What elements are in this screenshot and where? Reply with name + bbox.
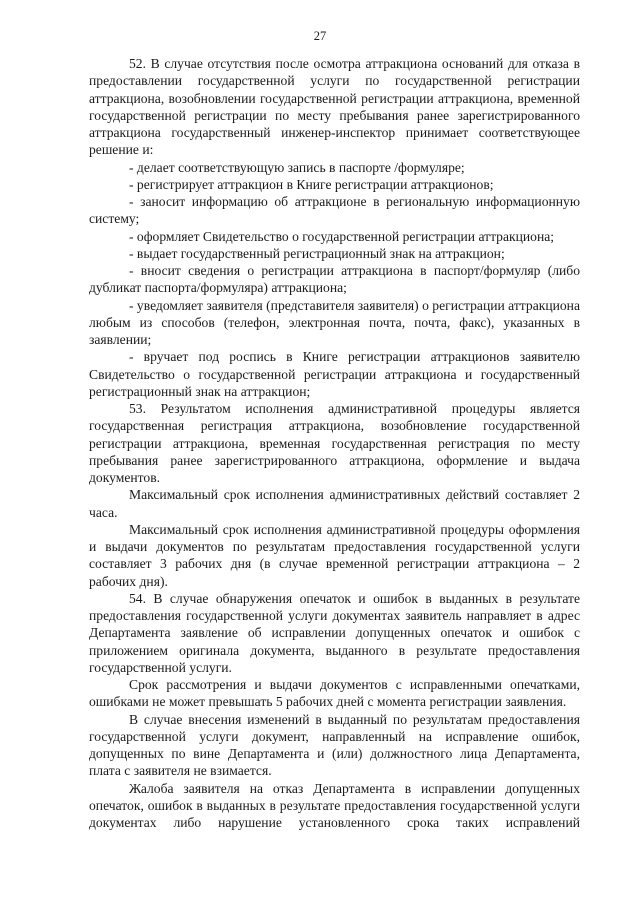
paragraph-no-fee: В случае внесения изменений в выданный по результатам предоставления государственной услуги документ, направленный на исправление ошибок, допущенных по вине Департамента и (или) должностного лица Департамента, плата с заявителя не взимается. [89,711,580,779]
document-body [89,55,580,831]
list-item-passport-record: - делает соответствующую запись в паспорте /формуляре; [129,159,465,175]
paragraph-53: 53. Результатом исполнения административной процедуры является государственная регистрация аттракциона, возобновление государственной регистрации аттракциона, временная государственная регистрация по месту пребывания ранее зарегистрированного аттракциона, оформление и выдача документов. [89,401,580,485]
list-item-reg-sign: - выдает государственный регистрационный знак на аттракцион; [129,245,505,261]
paragraph-max-time-procedure: Максимальный срок исполнения административной процедуры оформления и выдачи документов по результатам предоставления государственной услуги составляет 3 рабочих дня (в случае временной регистрации аттракциона – 2 рабочих дня). [89,521,580,589]
paragraph-max-time-actions: Максимальный срок исполнения административных действий составляет 2 часа. [89,487,580,520]
paragraph-review-period: Срок рассмотрения и выдачи документов с исправленными опечатками, ошибками не может превышать 5 рабочих дней с момента регистрации заявления. [89,677,580,710]
paragraph-complaint: Жалоба заявителя на отказ Департамента в исправлении допущенных опечаток, ошибок в выданных в результате предоставления государственной услуги документах либо нарушение установленного срока таких исправлений [89,780,580,830]
paragraph-54: 54. В случае обнаружения опечаток и ошибок в выданных в результате предоставления государственной услуги документах заявитель направляет в адрес Департамента заявление об исправлении допущенных опечаток и ошибок с приложением оригинала документа, выданного в результате предоставления государственной услуги. [89,590,580,675]
page-number: 27 [313,29,327,43]
list-item-notify: - уведомляет заявителя (представителя заявителя) о регистрации аттракциона любым из способов (телефон, электронная почта, почта, факс), указанных в заявлении; [89,297,580,347]
list-item-info-system: - заносит информацию об аттракционе в региональную информационную систему; [89,194,580,227]
list-item-passport-entry: - вносит сведения о регистрации аттракциона в паспорт/формуляр (либо дубликат паспорта/формуляра) аттракциона; [89,263,580,296]
list-item-certificate: - оформляет Свидетельство о государственной регистрации аттракциона; [129,228,555,244]
paragraph-52: 52. В случае отсутствия после осмотра аттракциона оснований для отказа в предоставлении государственной услуги по государственной регистрации аттракциона, возобновлении государственной регистрации аттракциона, временной государственной регистрации по месту пребывания ранее зарегистрированного аттракциона государственный инженер-инспектор принимает соответствующее решение и: [89,56,580,158]
list-item-handover: - вручает под роспись в Книге регистрации аттракционов заявителю Свидетельство о государственной регистрации аттракциона и государственный регистрационный знак на аттракцион; [89,349,580,399]
list-item-register-book: - регистрирует аттракцион в Книге регистрации аттракционов; [129,176,494,192]
